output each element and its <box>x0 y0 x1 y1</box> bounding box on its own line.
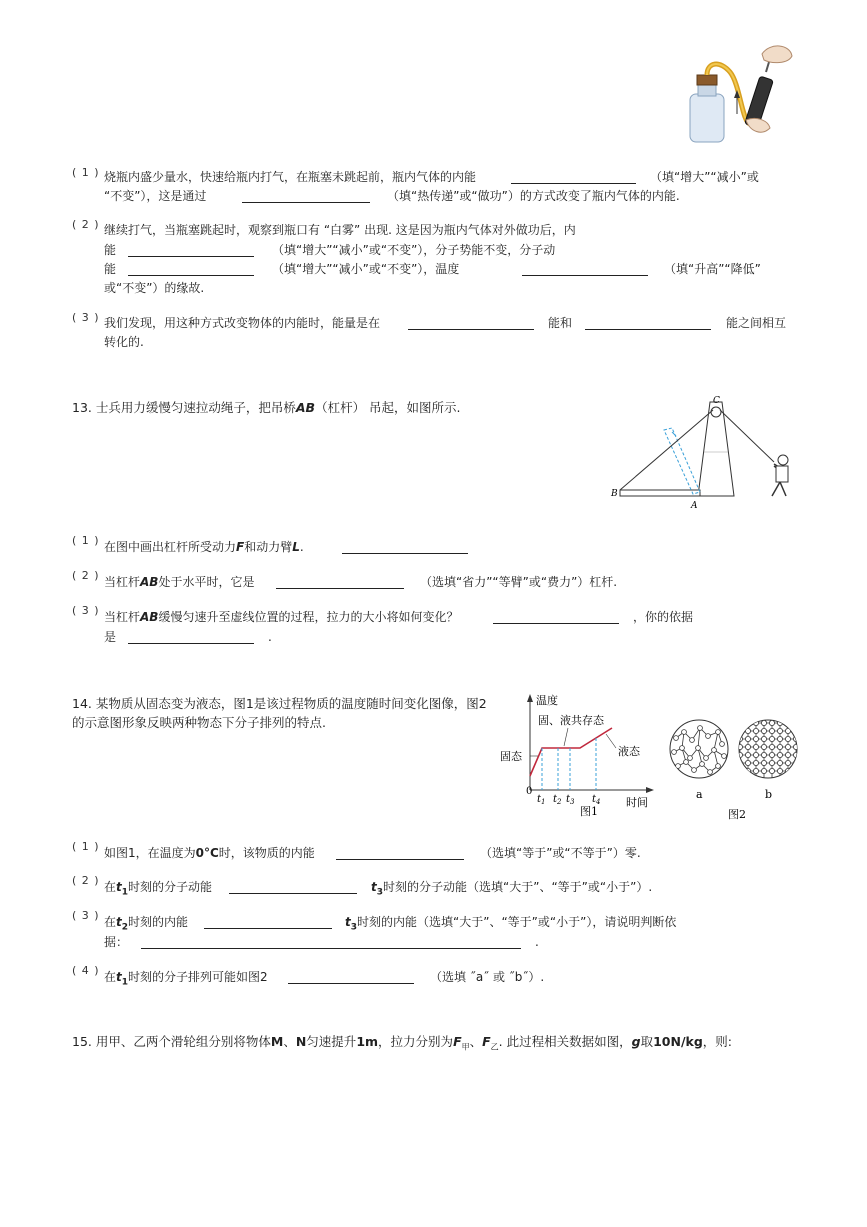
q14-p2-t2s: 3 <box>376 887 384 898</box>
q12-p1-line1b: （填“增大”“减小”或 <box>650 170 759 184</box>
q13-title-a: 13. 士兵用力缓慢匀速拉动绳子，把吊桥 <box>72 400 296 415</box>
molecule-dot <box>777 752 782 757</box>
molecule-dot <box>761 728 766 733</box>
q13-title <box>72 398 461 416</box>
q12-p3-number: ( 3 ) <box>72 311 100 324</box>
q12-p3-line2: 转化的. <box>104 335 144 349</box>
q15-N: N <box>295 1034 307 1049</box>
q12-p3-line1c: 能之间相互 <box>726 316 787 330</box>
q13-p3-blank2[interactable] <box>128 631 254 644</box>
molecule-dot <box>761 720 766 725</box>
fig1-t2: $t_2$ <box>553 794 562 806</box>
q13-p3-a: 当杠杆 <box>104 610 141 624</box>
q15-e: 、 <box>469 1034 483 1049</box>
q15-b: 、 <box>283 1034 296 1049</box>
q12-p3-line1b: 能和 <box>548 316 573 330</box>
molecule-dot <box>753 736 758 741</box>
molecule-dot <box>769 744 774 749</box>
molecule-dot <box>777 736 782 741</box>
q13-p1-blank[interactable] <box>342 541 468 554</box>
molecule-arrangement-figure <box>668 718 804 822</box>
molecule-dot <box>745 736 750 741</box>
molecule-dot <box>793 720 798 725</box>
q15-g: g <box>631 1034 641 1049</box>
molecule-dot <box>769 736 774 741</box>
q14-p3-t2: t <box>345 915 351 929</box>
q13-p2-number: ( 2 ) <box>72 569 100 582</box>
q12-p3-blank1[interactable] <box>408 317 534 330</box>
molecule-dot <box>793 744 798 749</box>
molecule-dot <box>745 752 750 757</box>
molecule-dot <box>737 728 742 733</box>
q14-p3-number: ( 3 ) <box>72 909 100 922</box>
q12-p1-line1a: 烧瓶内盛少量水，快速给瓶内打气，在瓶塞未跳起前，瓶内气体的内能 <box>104 170 477 184</box>
q13-p1-text <box>104 538 304 556</box>
q14-p1-blank[interactable] <box>336 847 464 860</box>
molecule-dot <box>785 760 790 765</box>
q12-p3-line1a: 我们发现，用这种方式改变物体的内能时，能量是在 <box>104 316 381 330</box>
q14-p3-d: 据： <box>104 935 129 949</box>
molecule-dot <box>753 768 758 773</box>
q13-title-ab: AB <box>295 400 316 415</box>
fig1-t3: $t_3$ <box>566 794 575 806</box>
q12-p2-line3c: （填“升高”“降低” <box>664 262 761 276</box>
q12-p1-number: ( 1 ) <box>72 166 100 179</box>
fig1-t1: $t_1$ <box>537 794 546 806</box>
q14-p4-c: （选填 ˝a˝ 或 ˝b˝）. <box>430 970 545 984</box>
q12-p2-line4: 或“不变”）的缘故. <box>104 281 205 295</box>
q13-p2-c: （选填“省力”“等臂”或“费力”）杠杆. <box>420 575 618 589</box>
molecule-dot <box>777 768 782 773</box>
q14-p1-c: （选填“等于”或“不等于”）零. <box>480 846 641 860</box>
q14-p3-c: 时刻的内能（选填“大于”、“等于”或“小于”），请说明判断依 <box>357 915 677 929</box>
q13-p3-blank1[interactable] <box>493 611 619 624</box>
molecule-dot <box>761 744 766 749</box>
q14-p3-b: 时刻的内能 <box>128 915 189 929</box>
q14-p1-number: ( 1 ) <box>72 840 100 853</box>
molecule-dot <box>769 752 774 757</box>
temperature-time-graph <box>498 690 658 820</box>
q15-f: . 此过程相关数据如图， <box>498 1034 632 1049</box>
q14-p2-b: 时刻的分子动能 <box>128 880 213 894</box>
label-B: B <box>611 489 618 499</box>
fig2-caption: 图2 <box>728 808 746 821</box>
q13-p3-text <box>104 608 458 626</box>
q14-p4-ts: 1 <box>121 977 129 988</box>
fig1-mix-label: 固、液共存态 <box>538 714 604 727</box>
q15-F2: F <box>482 1034 491 1049</box>
q14-p2-text2 <box>371 878 652 901</box>
molecule-dot <box>793 728 798 733</box>
fig1-xlabel: 时间 <box>626 796 648 809</box>
q12-p2-number: ( 2 ) <box>72 218 100 231</box>
q15-title <box>72 1032 732 1053</box>
q13-p2-AB: AB <box>140 575 159 589</box>
molecule-dot <box>761 752 766 757</box>
molecule-dot <box>737 768 742 773</box>
q14-p2-c: 时刻的分子动能（选填“大于”、“等于”或“小于”）. <box>383 880 653 894</box>
q15-h2: 取 <box>640 1034 654 1049</box>
molecule-dot <box>793 768 798 773</box>
molecule-dot <box>737 720 742 725</box>
q12-p2-blank2[interactable] <box>128 263 254 276</box>
molecule-dot <box>777 744 782 749</box>
q14-p3-text2 <box>345 913 676 936</box>
fig2-label-a: a <box>696 788 703 801</box>
q14-title-line1: 14. 某物质从固态变为液态，图1是该过程物质的温度随时间变化图像，图2 <box>72 696 487 711</box>
q14-p2-number: ( 2 ) <box>72 874 100 887</box>
molecule-dot <box>785 752 790 757</box>
q13-title-b: （杠杆） 吊起，如图所示. <box>315 400 461 415</box>
q13-p1-c: . <box>299 540 304 554</box>
fig1-solid-label: 固态 <box>500 750 522 763</box>
q13-p1-a: 在图中画出杠杆所受动力 <box>104 540 237 554</box>
q14-p2-blank[interactable] <box>229 881 357 894</box>
molecule-dot <box>745 768 750 773</box>
q13-p3-c: ，你的依据 <box>633 610 694 624</box>
molecule-dot <box>777 728 782 733</box>
molecule-dot <box>761 760 766 765</box>
q14-p1-text <box>104 844 315 862</box>
q13-p1-F: F <box>236 540 245 554</box>
q13-p3-e: . <box>268 630 272 644</box>
fig2-label-b: b <box>765 788 773 801</box>
q15-gval: 10N/kg <box>653 1034 703 1049</box>
q14-p3-e: . <box>535 935 539 949</box>
q15-F2s: 乙 <box>490 1042 499 1052</box>
molecule-dot <box>737 760 742 765</box>
q12-p2-blank1[interactable] <box>128 244 254 257</box>
molecule-dot <box>777 760 782 765</box>
q13-p3-d: 是 <box>104 630 117 644</box>
molecule-dot <box>737 744 742 749</box>
q13-p2-text <box>104 573 254 591</box>
molecule-dot <box>745 744 750 749</box>
q13-p1-b: 和动力臂 <box>244 540 293 554</box>
q12-p1-blank2[interactable] <box>242 190 370 203</box>
q12-p2-line3a: 能 <box>104 262 117 276</box>
q14-p4-text <box>104 968 268 991</box>
molecule-dot <box>769 720 774 725</box>
q14-title-line2: 的示意图形象反映两种物态下分子排列的特点. <box>72 715 326 730</box>
q15-M: M <box>270 1034 284 1049</box>
molecule-dot <box>753 752 758 757</box>
q14-p2-text <box>104 878 212 901</box>
fig1-liquid-label: 液态 <box>618 745 640 758</box>
q15-h: 1m <box>356 1034 379 1049</box>
molecule-dot <box>769 768 774 773</box>
molecule-dot <box>761 736 766 741</box>
q12-p1-blank1[interactable] <box>511 171 636 184</box>
molecule-dot <box>745 720 750 725</box>
q15-a: 15. 用甲、乙两个滑轮组分别将物体 <box>72 1034 271 1049</box>
q13-p2-a: 当杠杆 <box>104 575 141 589</box>
q15-F1: F <box>453 1034 462 1049</box>
q12-p2-line2b: （填“增大”“减小”或“不变”），分子势能不变，分子动 <box>272 243 556 257</box>
q14-p4-t: t <box>116 970 122 984</box>
flask-pump-figure <box>680 42 800 147</box>
drawbridge-figure <box>606 392 806 514</box>
label-A: A <box>691 501 698 511</box>
q13-p2-b: 处于水平时，它是 <box>158 575 255 589</box>
q13-p2-blank[interactable] <box>276 576 404 589</box>
q14-p1-a: 如图1，在温度为 <box>104 846 196 860</box>
q12-p2-blank3[interactable] <box>522 263 648 276</box>
molecule-dot <box>769 728 774 733</box>
q12-p2-line2a: 能 <box>104 243 117 257</box>
molecule-dot <box>785 720 790 725</box>
molecule-dot <box>793 760 798 765</box>
molecule-dot <box>785 744 790 749</box>
q12-p1-line2b: （填“热传递”或“做功”）的方式改变了瓶内气体的内能. <box>387 189 680 203</box>
q15-c: 匀速提升 <box>306 1034 357 1049</box>
q12-p3-blank2[interactable] <box>585 317 711 330</box>
q14-p3-blank2[interactable] <box>141 936 521 949</box>
q14-p4-number: ( 4 ) <box>72 964 100 977</box>
q14-p1-temp: 0°C <box>195 846 219 860</box>
q14-p2-t2: t <box>371 880 377 894</box>
molecule-dot <box>753 760 758 765</box>
q14-p4-b: 时刻的分子排列可能如图2 <box>128 970 268 984</box>
q14-p4-a: 在 <box>104 970 117 984</box>
fig1-origin: 0 <box>526 786 533 797</box>
q14-p4-blank[interactable] <box>288 971 414 984</box>
q12-p2-line3b: （填“增大”“减小”或“不变”），温度 <box>272 262 460 276</box>
label-C: C <box>713 396 720 406</box>
molecule-dot <box>785 768 790 773</box>
q15-i: ，则: <box>702 1034 732 1049</box>
molecule-dot <box>745 760 750 765</box>
q13-p1-number: ( 1 ) <box>72 534 100 547</box>
q14-p3-t: t <box>116 915 122 929</box>
fig1-ylabel: 温度 <box>536 694 558 707</box>
molecule-dot <box>753 744 758 749</box>
molecule-dot <box>753 728 758 733</box>
molecule-dot <box>785 736 790 741</box>
q12-p1-line2a: “不变”），这是通过 <box>104 189 207 203</box>
fig1-t4: $t_4$ <box>592 794 601 806</box>
q14-p3-a: 在 <box>104 915 117 929</box>
molecule-dot <box>761 768 766 773</box>
fig1-caption: 图1 <box>580 805 598 818</box>
q14-p2-ts: 1 <box>121 887 129 898</box>
q13-p3-b: 缓慢匀速升至虚线位置的过程，拉力的大小将如何变化？ <box>158 610 459 624</box>
q14-p3-t2s: 3 <box>350 922 358 933</box>
q14-p2-a: 在 <box>104 880 117 894</box>
molecule-dot <box>769 760 774 765</box>
q14-p1-b: 时，该物质的内能 <box>218 846 315 860</box>
q15-F1s: 甲 <box>461 1042 470 1052</box>
q13-p3-number: ( 3 ) <box>72 604 100 617</box>
q13-p1-L: L <box>292 540 300 554</box>
q12-p2-line1: 继续打气，当瓶塞跳起时，观察到瓶口有 “白雾” 出现. 这是因为瓶内气体对外做功后，内 <box>104 223 576 237</box>
q14-p2-t: t <box>116 880 122 894</box>
q13-p3-AB: AB <box>140 610 159 624</box>
q15-d: ，拉力分别为 <box>378 1034 454 1049</box>
q14-p3-blank1[interactable] <box>204 916 332 929</box>
q14-p3-ts: 2 <box>121 922 129 933</box>
